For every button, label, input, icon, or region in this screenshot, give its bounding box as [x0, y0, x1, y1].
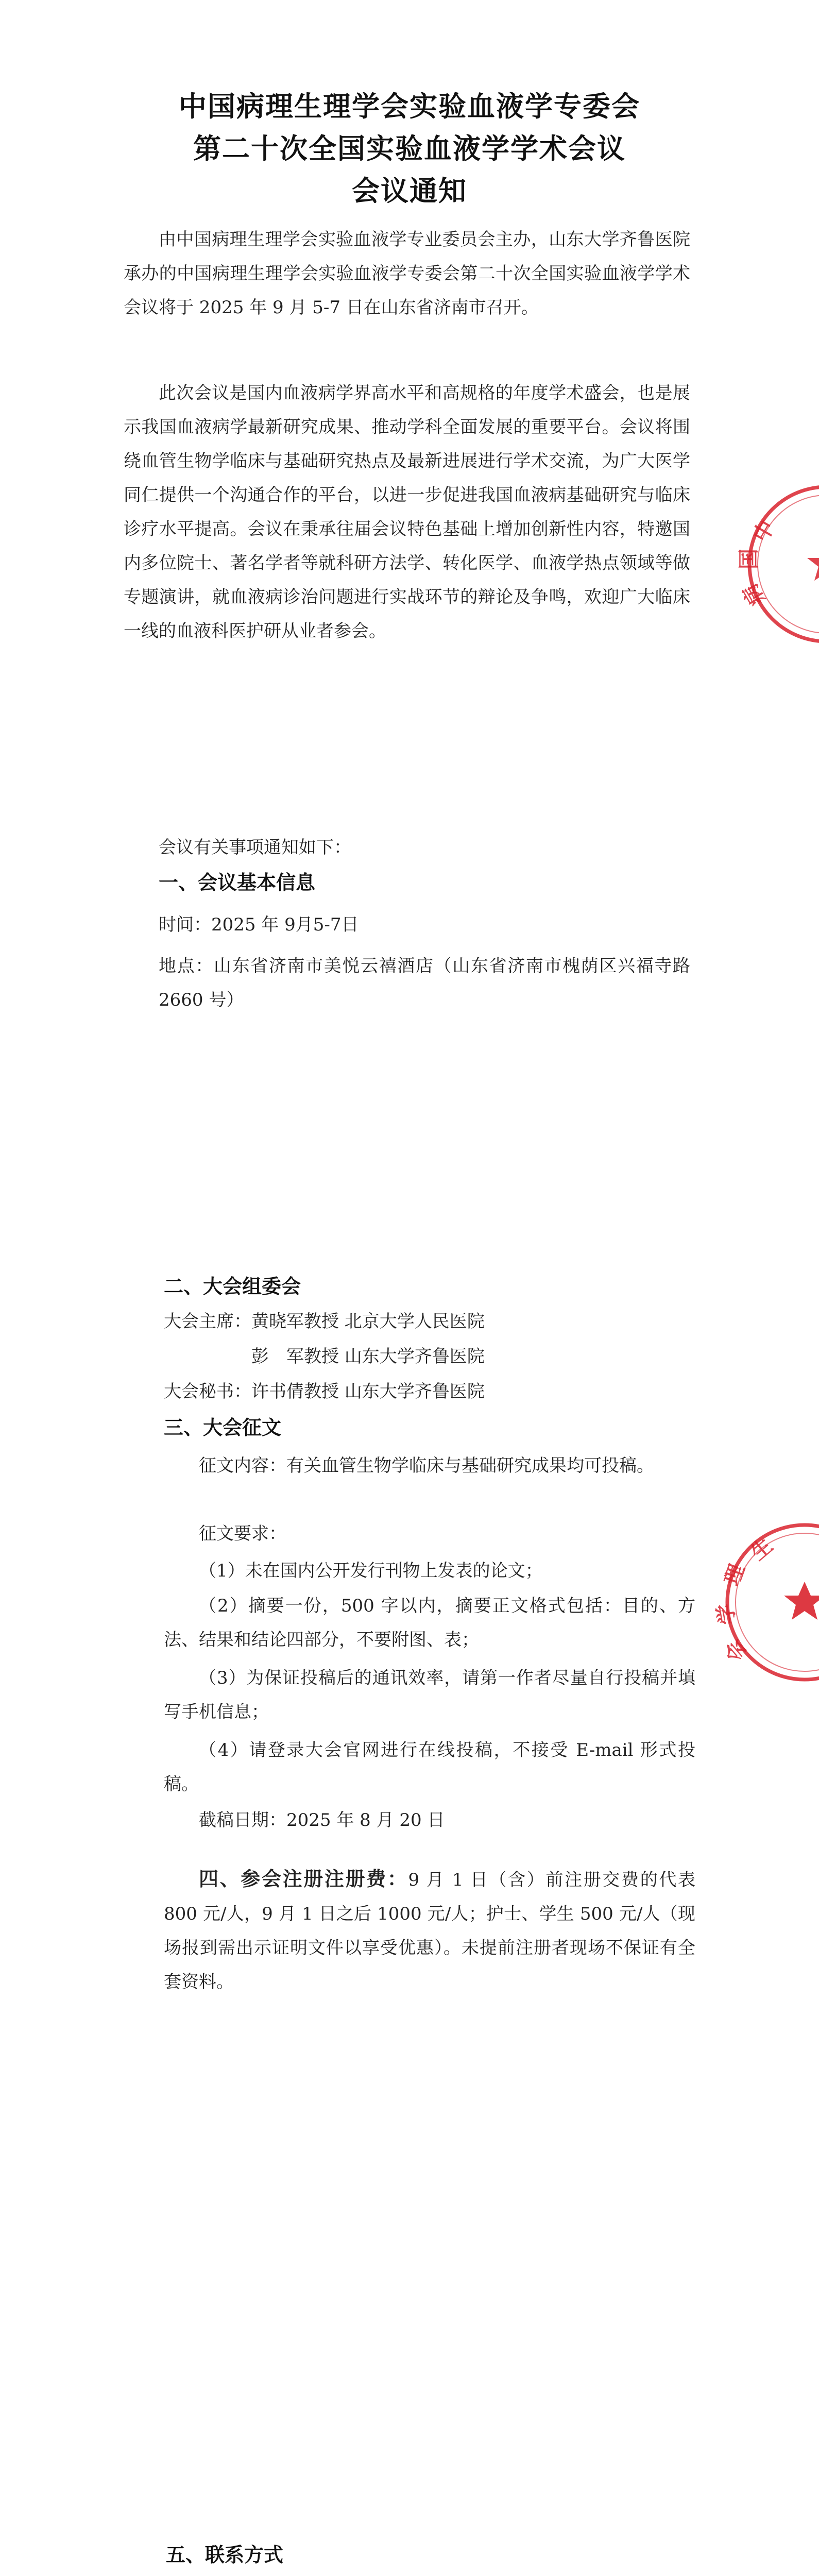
section-5-heading: 五、联系方式 [166, 2543, 284, 2566]
requirement-2: （2）摘要一份，500 字以内，摘要正文格式包括：目的、方法、结果和结论四部分，不要附图、表； [164, 1596, 695, 1650]
requirement-4: （4）请登录大会官网进行在线投稿，不接受 E-mail 形式投稿。 [164, 1740, 695, 1794]
registration-text: 9 月 1 日（含）前注册交费的代表 800 元/人，9 月 1 日之后 1000 元/人；护士、学生 500 元/人（现场报到需出示证明文件以享受优惠）。未提前注册者现场不保证有全套资料。 [164, 1870, 695, 1992]
svg-text:会: 会 [720, 1634, 752, 1666]
requirement-3: （3）为保证投稿后的通讯效率，请第一作者尽量自行投稿并填写手机信息； [164, 1668, 695, 1722]
svg-text:理: 理 [720, 1561, 750, 1589]
svg-text:学: 学 [712, 1601, 740, 1626]
requirement-1: （1）未在国内公开发行刊物上发表的论文； [199, 1561, 543, 1581]
page-gap [0, 2262, 819, 2308]
section-2-heading: 二、大会组委会 [164, 1275, 301, 1298]
title-line-1: 中国病理生理学会实验血液学专委会 [179, 90, 640, 123]
meeting-place: 地点：山东省济南市美悦云禧酒店（山东省济南市槐荫区兴福寺路 2660 号） [159, 956, 690, 1010]
deadline: 截稿日期：2025 年 8 月 20 日 [199, 1810, 445, 1831]
notice-lead: 会议有关事项通知如下： [159, 837, 351, 858]
chair-1: 黄晓军教授 北京大学人民医院 [251, 1311, 485, 1332]
paper-requirements-lead: 征文要求： [199, 1523, 286, 1544]
intro-paragraph-2: 此次会议是国内血液病学界高水平和高规格的年度学术盛会，也是展示我国血液病学最新研究成果、推动学科全面发展的重要平台。会议将围绕血管生物学临床与基础研究热点及最新进展进行学术交流，为广大医学同仁提供一个沟通合作的平台，以进一步促进我国血液病基础研究与临床诊疗水平提高。会议在秉承往届会议特色基础上增加创新性内容，特邀国内多位院士、著名学者等就科研方法学、转化医学、血液学热点领域等做专题演讲，就血液病诊治问题进行实战环节的辩论及争鸣，欢迎广大临床一线的血液科医护研从业者参会。 [124, 383, 690, 641]
title-line-2: 第二十次全国实验血液学学术会议 [193, 132, 626, 165]
secretary: 大会秘书：许书倩教授 山东大学齐鲁医院 [164, 1381, 485, 1402]
paper-content: 征文内容：有关血管生物学临床与基础研究成果均可投稿。 [199, 1455, 654, 1476]
svg-text:国: 国 [737, 549, 761, 569]
page-1 [0, 0, 819, 1108]
section-1-heading: 一、会议基本信息 [159, 871, 316, 894]
seal-stamp-partial-icon [712, 1515, 819, 1690]
section-4-heading: 四、参会注册注册费： [199, 1867, 408, 1890]
intro-paragraph-1: 由中国病理生理学会实验血液学专业委员会主办，山东大学齐鲁医院承办的中国病理生理学会实验血液学专委会第二十次全国实验血液学学术会议将于 2025 年 9 月 5-7 日在山东省济南市召开。 [124, 229, 690, 318]
chair-2: 彭 军教授 山东大学齐鲁医院 [251, 1346, 485, 1367]
svg-text:病: 病 [738, 580, 770, 610]
page-2 [0, 1154, 819, 2262]
seal-stamp-partial-icon [737, 479, 819, 649]
chair-label: 大会主席： [164, 1311, 251, 1332]
page-gap [0, 1108, 819, 1154]
section-4-registration [164, 1862, 695, 1999]
svg-text:中: 中 [748, 516, 780, 546]
section-3-heading: 三、大会征文 [164, 1416, 282, 1439]
page-3 [0, 2308, 819, 2576]
svg-text:生: 生 [746, 1533, 778, 1565]
title-line-3: 会议通知 [352, 174, 467, 207]
meeting-time: 时间：2025 年 9月5-7日 [159, 914, 359, 935]
